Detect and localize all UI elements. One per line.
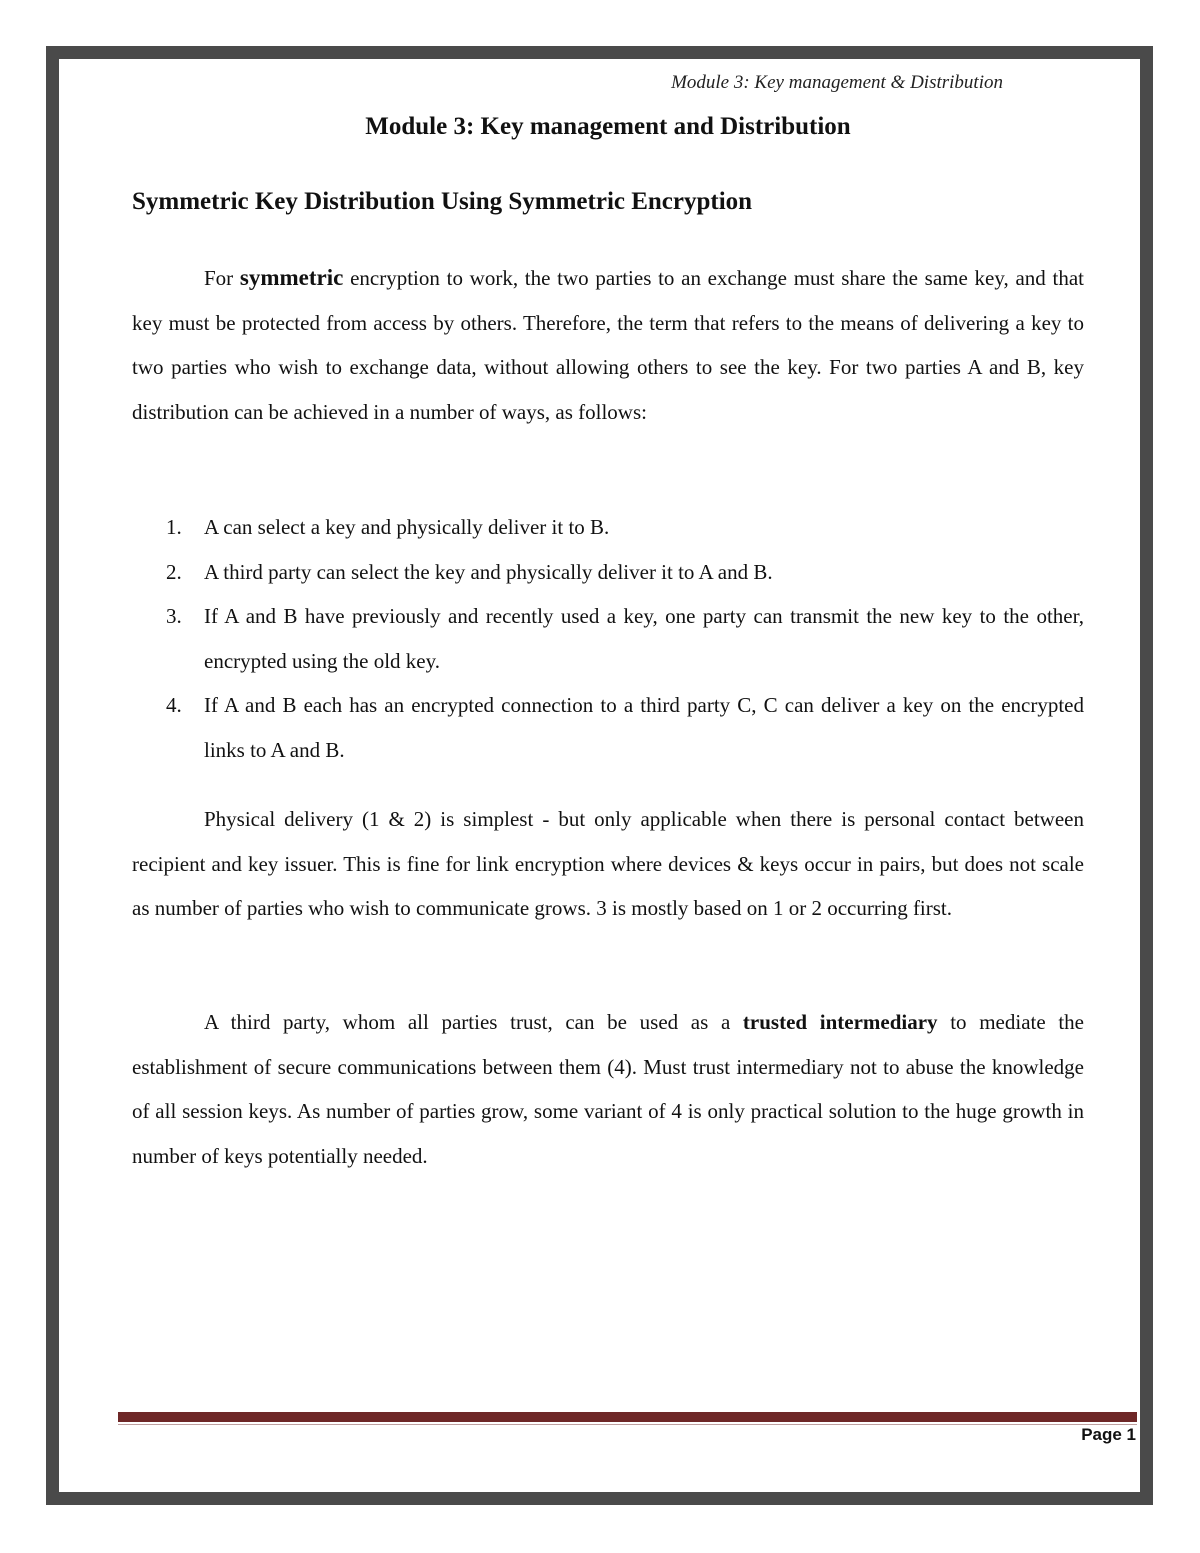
- list-item-number: 4.: [166, 693, 182, 717]
- section-heading: Symmetric Key Distribution Using Symmetric Encryption: [132, 188, 753, 215]
- list-item-text: A third party can select the key and physically deliver it to A and B.: [204, 559, 773, 584]
- list-item: [132, 683, 1084, 772]
- intro-rest: encryption to work, the two parties to an exchange must share the same key, and that key must be protected from access by others. Therefore, the term that refers to the means of delivering a key to two parties who wish to exchange data, without allowing others to see the key. For two parties A and B, key distribution can be achieved in a number of ways, as follows:: [132, 266, 1084, 424]
- key-distribution-steps: [132, 505, 1084, 772]
- list-item: [132, 594, 1084, 683]
- list-item-number: 2.: [166, 559, 182, 584]
- list-item: [132, 505, 1084, 550]
- list-item-number: 1.: [166, 515, 182, 539]
- list-item-number: 3.: [166, 604, 182, 628]
- list-item-text: A can select a key and physically deliver it to B.: [204, 515, 610, 539]
- footer-rule-thin: [118, 1424, 1137, 1425]
- document-title: Module 3: Key management and Distribution: [365, 113, 851, 140]
- list-item-text: If A and B have previously and recently used a key, one party can transmit the new key to the other, encrypted using the old key.: [204, 604, 1084, 673]
- intro-paragraph: [132, 256, 1084, 434]
- trusted-intermediary-paragraph: [132, 1000, 1084, 1178]
- trusted-lead: A third party, whom all parties trust, can be used as a: [204, 1010, 743, 1034]
- trusted-emphasis: trusted intermediary: [742, 1010, 938, 1034]
- running-header: Module 3: Key management & Distribution: [671, 72, 1003, 93]
- intro-emphasis: symmetric: [239, 265, 344, 290]
- physical-delivery-paragraph: Physical delivery (1 & 2) is simplest - but only applicable when there is personal contact between recipient and key issuer. This is fine for link encryption where devices & keys occur in pairs, but does not scale as number of parties who wish to communicate grows. 3 is mostly based on 1 or 2 occurring first.: [132, 807, 1084, 920]
- list-item: [132, 550, 1084, 595]
- page-number: Page 1: [1081, 1425, 1136, 1444]
- intro-lead: For: [204, 266, 240, 290]
- trusted-rest: to mediate the establishment of secure communications between them (4). Must trust intermediary not to abuse the knowledge of all session keys. As number of parties grow, some variant of 4 is only practical solution to the huge growth in number of keys potentially needed.: [132, 1010, 1084, 1168]
- list-item-text: If A and B each has an encrypted connection to a third party C, C can deliver a key on the encrypted links to A and B.: [204, 693, 1084, 762]
- footer-rule: [118, 1412, 1137, 1422]
